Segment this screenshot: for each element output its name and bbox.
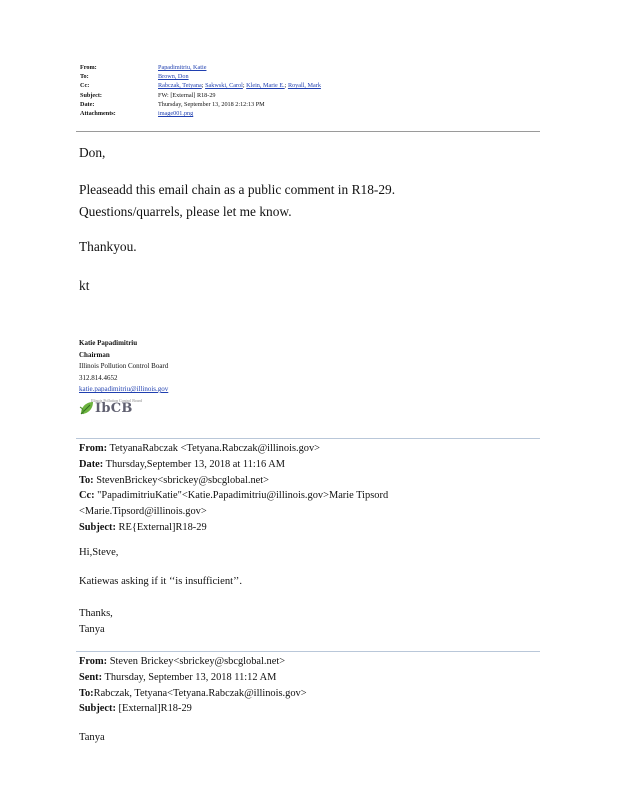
signature-phone: 312.814.4652 xyxy=(79,373,118,382)
body-paragraph-line: Pleaseadd this email chain as a public comment in R18-29. xyxy=(79,182,396,197)
fwd-to-value: StevenBrickey<sbrickey@sbcglobal.net> xyxy=(93,474,270,486)
header-date-value: Thursday, September 13, 2018 2:12:13 PM xyxy=(158,100,265,108)
signature-email-link[interactable]: katie.papadimitriu@illinois.gov xyxy=(79,385,169,393)
fwd-to-value: Rabczak, Tetyana<Tetyana.Rabczak@illinois.gov> xyxy=(93,687,307,699)
header-cc-link[interactable]: Klein, Marie E. xyxy=(246,82,285,90)
fwd-sent-label: Sent: xyxy=(79,671,103,683)
fwd-from-value: TetyanaRabczak <Tetyana.Rabczak@illinois.gov> xyxy=(107,443,321,454)
fwd-from-label: From: xyxy=(79,656,108,667)
header-from-link[interactable]: Papadimitriu, Katie xyxy=(158,64,207,71)
header-to-label: To: xyxy=(80,73,89,81)
fwd-date-value: Thursday,September 13, 2018 at 11:16 AM xyxy=(103,458,285,470)
signature-title: Chairman xyxy=(79,350,110,359)
fwd-subject-value: [External]R18-29 xyxy=(115,703,192,715)
email-header xyxy=(80,63,550,118)
fwd-from-value: Steven Brickey<sbrickey@sbcglobal.net> xyxy=(107,656,286,667)
message-line: Tanya xyxy=(79,732,105,743)
fwd-cc-label: Cc: xyxy=(79,490,95,502)
fwd-cc-value: "PapadimitriuKatie"<Katie.Papadimitriu@illinois.gov>Marie Tipsord xyxy=(94,490,389,502)
header-to-link[interactable]: Brown, Don xyxy=(158,73,189,81)
fwd-cc-value-continued: <Marie.Tipsord@illinois.gov> xyxy=(79,506,207,518)
body-paragraph-line: Questions/quarrels, please let me know. xyxy=(79,204,292,219)
signature xyxy=(79,338,168,396)
logo-tagline: Illinois Pollution Control Board xyxy=(91,398,143,403)
header-subject-value: FW: [External] R18-29 xyxy=(158,91,216,99)
message-line: Katiewas asking if it ‘‘is insufficient’’. xyxy=(79,576,242,587)
body-initials: kt xyxy=(79,278,90,293)
forward-divider xyxy=(76,438,540,439)
fwd-subject-label: Subject: xyxy=(79,703,116,715)
header-attachments-label: Attachments: xyxy=(80,109,116,117)
header-from-row xyxy=(80,63,550,72)
fwd-to-label: To: xyxy=(79,687,94,699)
ipcb-logo xyxy=(79,398,143,416)
header-date-label: Date: xyxy=(80,100,95,108)
message-thanks: Thanks, xyxy=(79,608,113,619)
signature-name: Katie Papadimitriu xyxy=(79,339,138,347)
body-thanks: Thankyou. xyxy=(79,239,137,254)
salutation: Don, xyxy=(79,145,106,160)
forward-divider xyxy=(76,651,540,652)
header-from-label: From: xyxy=(80,64,97,71)
header-cc-link[interactable]: Sakwski, Carol xyxy=(205,82,243,90)
forwarded-header xyxy=(79,441,388,536)
fwd-from-label: From: xyxy=(79,443,108,454)
header-divider xyxy=(76,131,540,132)
attachment-link[interactable]: image001.png xyxy=(158,109,194,117)
fwd-subject-label: Subject: xyxy=(79,521,116,533)
fwd-date-label: Date: xyxy=(79,458,104,470)
message-signoff: Tanya xyxy=(79,624,105,635)
header-subject-row xyxy=(80,91,550,100)
message-greeting: Hi,Steve, xyxy=(79,547,119,558)
forwarded-header xyxy=(79,654,307,717)
body-paragraph xyxy=(79,180,395,224)
header-subject-label: Subject: xyxy=(80,91,102,99)
fwd-subject-value: RE{External]R18-29 xyxy=(115,521,207,533)
fwd-sent-value: Thursday, September 13, 2018 11:12 AM xyxy=(102,671,277,683)
fwd-to-label: To: xyxy=(79,474,94,486)
header-date-row xyxy=(80,100,550,109)
header-cc-label: Cc: xyxy=(80,82,90,90)
signature-org: Illinois Pollution Control Board xyxy=(79,362,169,370)
logo-text: IbCB xyxy=(95,401,133,416)
header-cc-link[interactable]: Rabczak, Tetyana xyxy=(158,82,202,90)
header-attachments-row xyxy=(80,109,550,118)
header-cc-link[interactable]: Royall, Mark xyxy=(287,82,321,90)
header-cc-row: Cc: Rabczak, Tetyana; Sakwski, Carol; Klein, Marie E.; Royall, Mark xyxy=(80,82,321,90)
header-to-row xyxy=(80,72,550,81)
